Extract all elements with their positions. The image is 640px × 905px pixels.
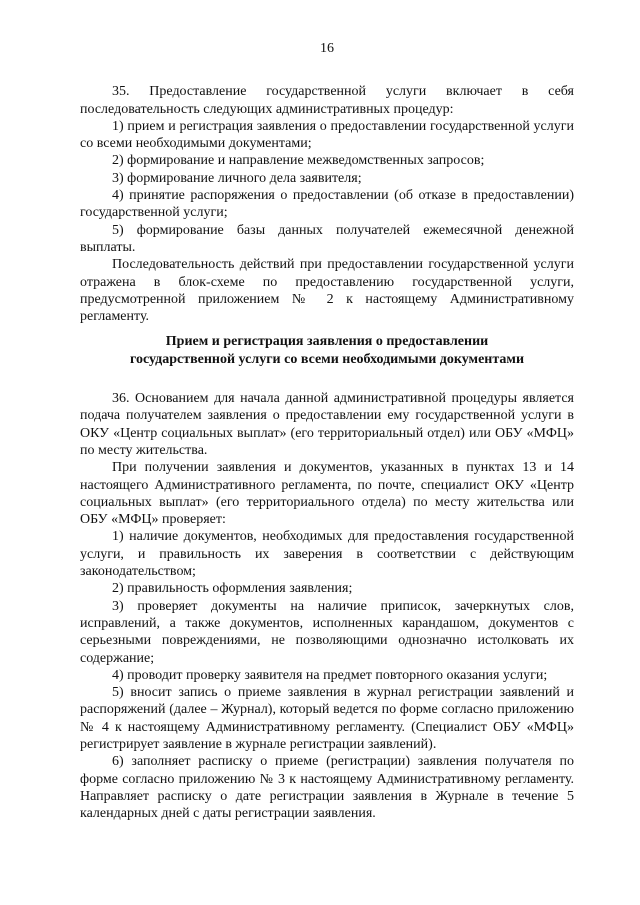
procedure-item-4: 4) принятие распоряжения о предоставлении (об отказе в предоставлении) государственной услуги;: [80, 188, 574, 221]
procedure-item-3: 3) формирование личного дела заявителя;: [112, 170, 362, 186]
procedure-item-1: 1) прием и регистрация заявления о предоставлении государственной услуги со всеми необходимыми документами;: [80, 118, 574, 152]
check-item-6: 6) заполняет расписку о приеме (регистрации) заявления получателя по форме согласно приложению № 3 к настоящему Административному регламенту. Направляет расписку о дате регистрации заявления в Журнале в течение 5 календарных дней с даты регистрации заявления.: [80, 754, 574, 822]
section-heading-line-1: Прием и регистрация заявления о предоставлении: [165, 334, 489, 350]
section-heading: [80, 333, 574, 368]
check-item-3: 3) проверяет документы на наличие приписок, зачеркнутых слов, исправлений, а также документов, исполненных карандашом, документов с серьезными повреждениями, не позволяющими однозначно истолковать их содержание;: [80, 598, 574, 666]
section-heading-line-2: государственной услуги со всеми необходимыми документами: [129, 351, 525, 367]
section-35: [80, 83, 574, 325]
section-36-receipt: При получении заявления и документов, указанных в пунктах 13 и 14 настоящего Административного регламента, по почте, специалист ОКУ «Центр социальных выплат» (его территориального отдела) по месту жительства или ОБУ «МФЦ» проверяет:: [80, 460, 574, 528]
page-number: 16: [320, 41, 334, 56]
check-item-5: 5) вносит запись о приеме заявления в журнал регистрации заявлений и распоряжений (далее – Журнал), который ведется по форме согласно приложению № 4 к настоящему Административному регламенту. (Специалист ОБУ «МФЦ» регистрирует заявление в журнале регистрации заявлений).: [80, 685, 574, 752]
section-36: [80, 390, 574, 822]
procedure-item-5: 5) формирование базы данных получателей ежемесячной денежной выплаты.: [80, 222, 574, 255]
section-36-basis: 36. Основанием для начала данной административной процедуры является подача получателем заявления о предоставлении ему государственной услуги в ОКУ «Центр социальных выплат» (его территориальный отдел) или ОБУ «МФЦ» по месту жительства.: [80, 391, 574, 458]
sequence-paragraph: Последовательность действий при предоставлении государственной услуги отражена в блок-схеме по предоставлению государственной услуги, предусмотренной приложением № 2 к настоящему Административному регламенту.: [80, 257, 574, 325]
section-35-intro: 35. Предоставление государственной услуги включает в себя последовательность следующих административных процедур:: [80, 84, 574, 117]
procedure-item-2: 2) формирование и направление межведомственных запросов;: [112, 153, 485, 169]
check-item-4: 4) проводит проверку заявителя на предмет повторного оказания услуги;: [112, 667, 548, 683]
check-item-2: 2) правильность оформления заявления;: [112, 581, 353, 597]
check-item-1: 1) наличие документов, необходимых для предоставления государственной услуги, и правильность их заверения в соответствии с действующим законодательством;: [80, 529, 574, 580]
